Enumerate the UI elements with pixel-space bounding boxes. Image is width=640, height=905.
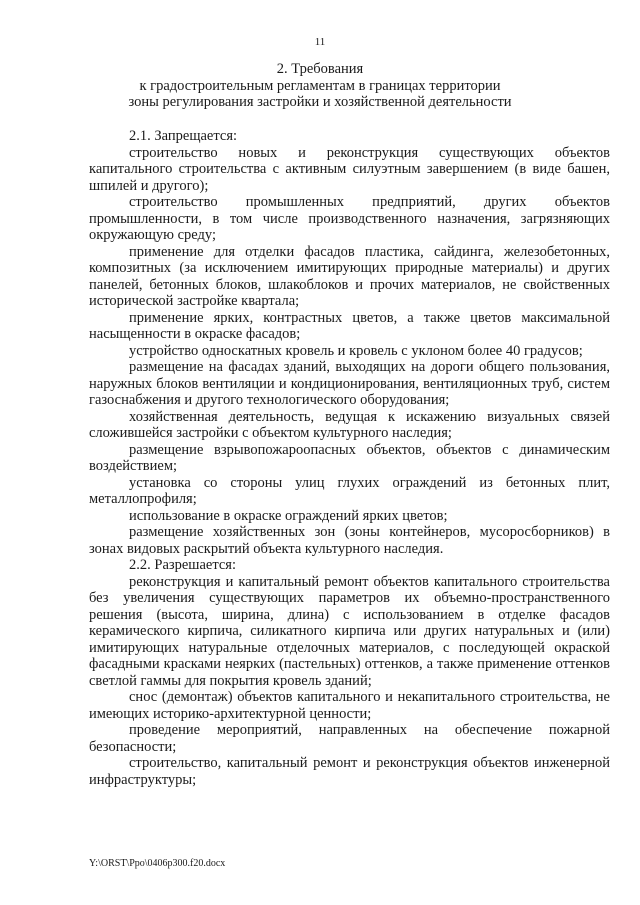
- section-heading: [0, 61, 640, 111]
- prohibition-item: хозяйственная деятельность, ведущая к искажению визуальных связей сложившейся застройки с объектом культурного наследия;: [89, 408, 610, 441]
- heading-line-1: 2. Требования: [276, 61, 364, 77]
- permission-item: снос (демонтаж) объектов капитального и некапитального строительства, не имеющих историко-архитектурной ценности;: [89, 689, 610, 722]
- prohibition-item: размещение на фасадах зданий, выходящих на дороги общего пользования, наружных блоков вентиляции и кондиционирования, вентиляционных труб, систем газоснабжения и другого технологического оборудования;: [89, 359, 610, 408]
- heading-line-2: к градостроительным регламентам в границах территории: [139, 77, 501, 94]
- prohibition-item: применение для отделки фасадов пластика, сайдинга, железобетонных, композитных (за исключением имитирующих природные материалы) и других панелей, бетонных блоков, шлакоблоков и прочих материалов, не свойственных исторической застройке квартала;: [89, 243, 610, 309]
- prohibition-item: размещение взрывопожароопасных объектов, объектов с динамическим воздействием;: [89, 441, 610, 474]
- heading-line-3: зоны регулирования застройки и хозяйственной деятельности: [128, 94, 512, 110]
- prohibition-item: использование в окраске ограждений ярких цветов;: [129, 507, 448, 524]
- prohibition-item: размещение хозяйственных зон (зоны контейнеров, мусоросборников) в зонах видовых раскрытий объекта культурного наследия.: [89, 524, 610, 557]
- permission-item: проведение мероприятий, направленных на обеспечение пожарной безопасности;: [89, 722, 610, 755]
- document-body: [89, 128, 610, 788]
- prohibition-item: применение ярких, контрастных цветов, а также цветов максимальной насыщенности в окраске фасадов;: [89, 309, 610, 342]
- prohibition-item: строительство промышленных предприятий, других объектов промышленности, в том числе производственного назначения, загрязняющих окружающую среду;: [89, 194, 610, 243]
- section-2-1-title: 2.1. Запрещается:: [129, 128, 238, 144]
- footer-file-path: Y:\ORST\Ppo\0406p300.f20.docx: [89, 858, 226, 869]
- permission-item: строительство, капитальный ремонт и реконструкция объектов инженерной инфраструктуры;: [89, 755, 610, 788]
- section-2-2-title: 2.2. Разрешается:: [129, 557, 236, 573]
- permission-item: реконструкция и капитальный ремонт объектов капитального строительства без увеличения существующих параметров их объемно-пространственного решения (высота, ширина, длина) с использованием в отделке фасадов керамического кирпича, силикатного кирпича или других натуральных и (или) имитирующих натуральные отделочных материалов, с последующей окраской фасадными красками неярких (пастельных) оттенков, а также применение оттенков светлой гаммы для покрытия кровель зданий;: [89, 573, 610, 689]
- prohibition-item: устройство односкатных кровель и кровель с уклоном более 40 градусов;: [129, 342, 583, 359]
- page-number: 11: [314, 36, 326, 48]
- prohibition-item: установка со стороны улиц глухих ограждений из бетонных плит, металлопрофиля;: [89, 474, 610, 507]
- prohibition-item: строительство новых и реконструкция существующих объектов капитального строительства с активным силуэтным завершением (в виде башен, шпилей и другого);: [89, 144, 610, 194]
